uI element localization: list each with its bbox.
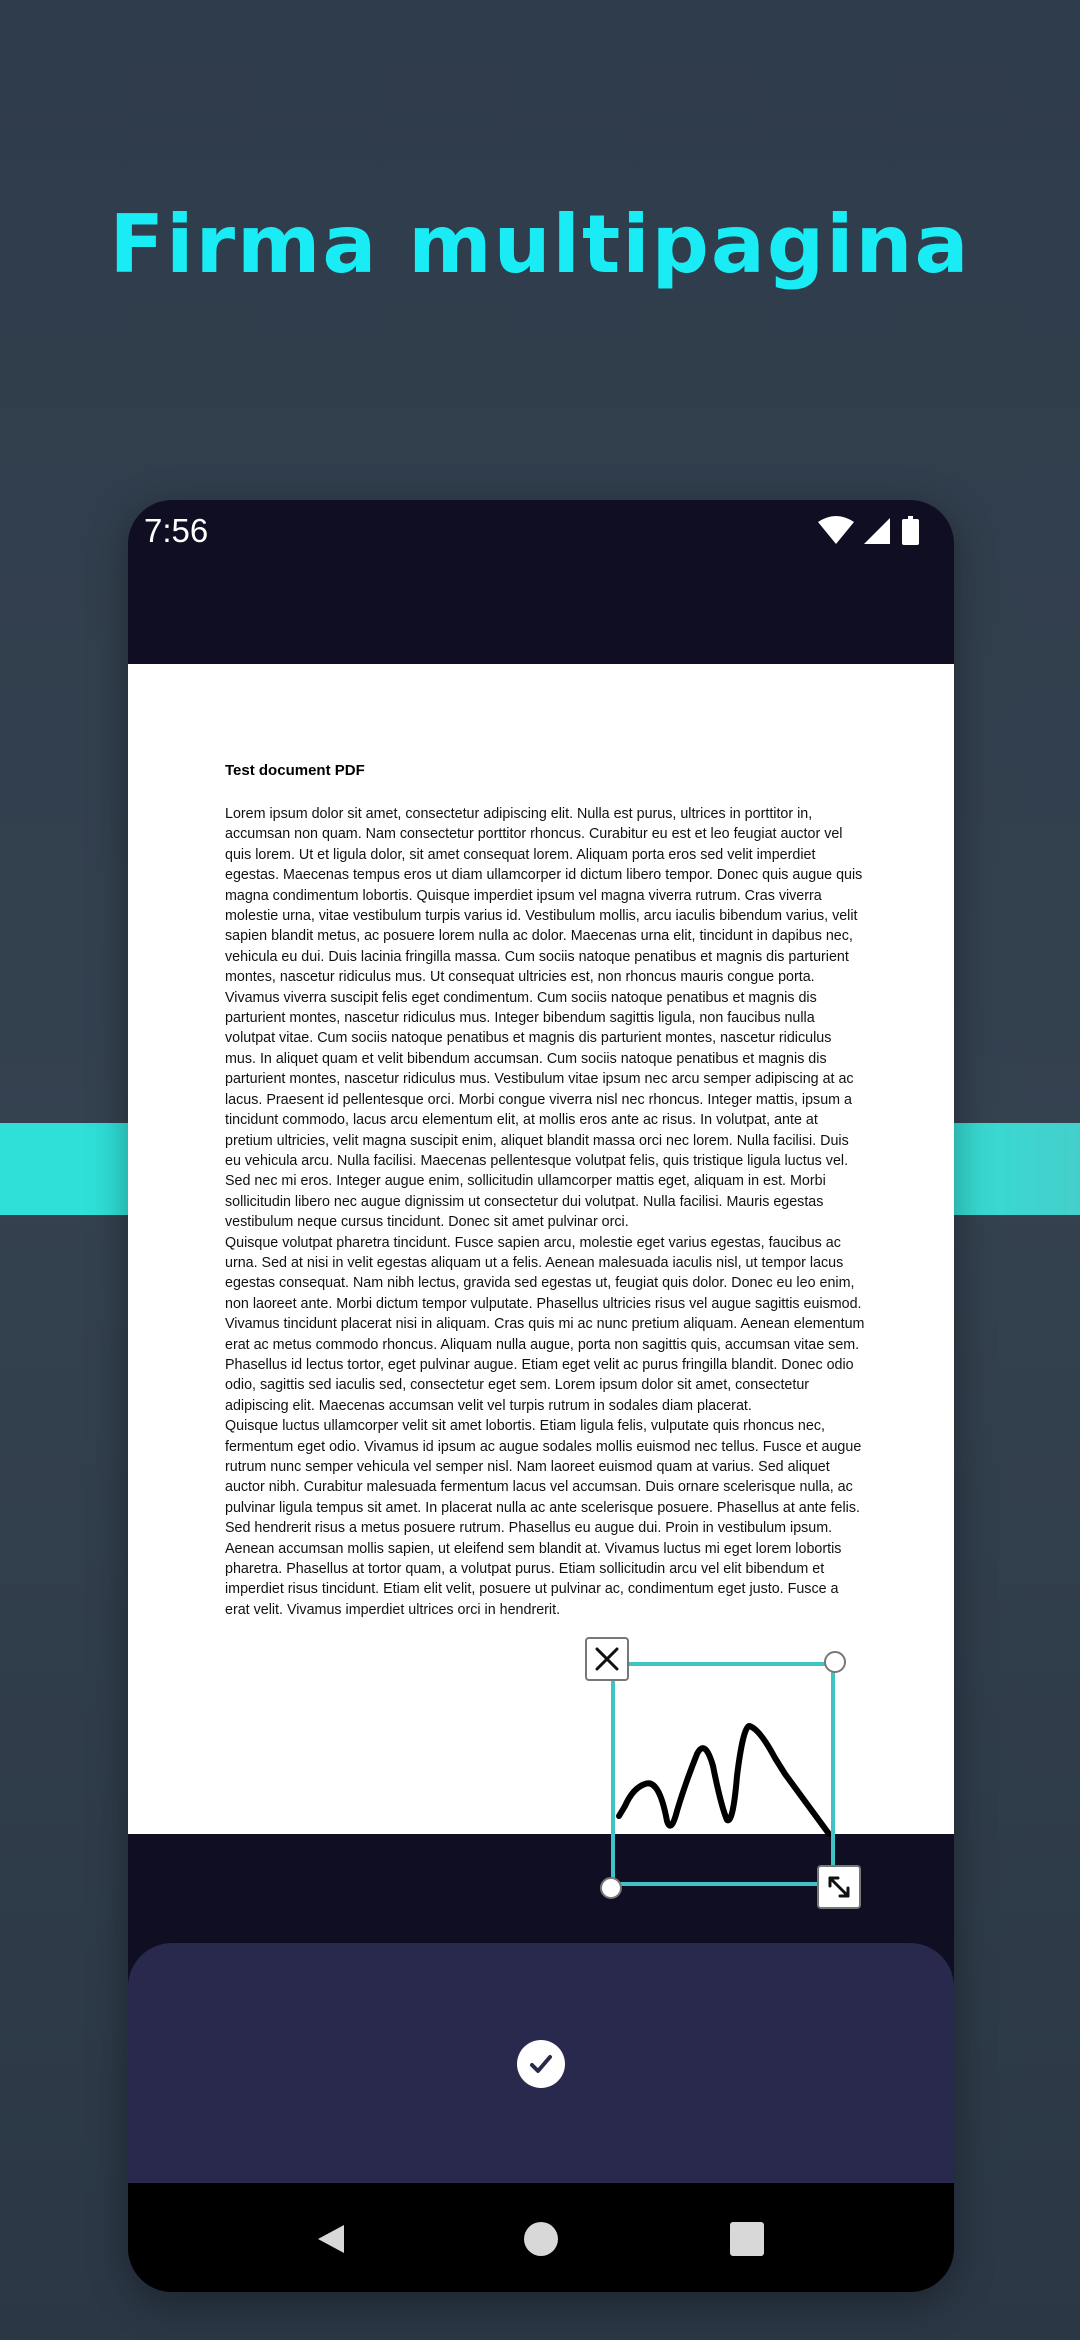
phone-frame <box>128 500 954 2292</box>
status-bar <box>128 500 954 564</box>
signature-resize-button[interactable] <box>817 1865 861 1909</box>
nav-home-button[interactable] <box>521 2219 561 2259</box>
document-paragraph: Quisque luctus ullamcorper velit sit amet lobortis. Etiam ligula felis, vulputate quis rhoncus nec, fermentum eget odio. Vivamus id ipsum ac augue sodales mollis euismod nec tellus. Fusce et augue rutrum nunc semper vehicula vel semper nisl. Nam laoreet euismod quam at varius. Sed aliquet auctor nibh. Curabitur malesuada fermentum lacus vel accumsan. Duis ornare scelerisque nulla, ac pulvinar ligula tempus sit amet. In placerat nulla ac ante scelerisque posuere. Phasellus at ante felis. Sed hendrerit risus a metus posuere rutrum. Phasellus eu augue dui. Proin in vestibulum ipsum. Aenean accumsan mollis sapien, ut eleifend sem blandit at. Vivamus luctus mi eget lorem lobortis pharetra. Phasellus at tortor quam, a volutpat purus. Etiam sollicitudin arcu vel elit bibendum et imperdiet risus tincidunt. Etiam elit velit, posuere ut pulvinar ac, condimentum eget justo. Fusce a erat velit. Vivamus imperdiet ultrices orci in hendrerit. <box>225 1418 862 1618</box>
headline: Firma multipagina <box>109 198 971 291</box>
signature-handle-bottom-left[interactable] <box>600 1877 622 1899</box>
nav-recents-button[interactable] <box>727 2219 767 2259</box>
document-body <box>225 804 865 1620</box>
close-icon <box>594 1646 620 1672</box>
nav-back-button[interactable] <box>312 2219 352 2259</box>
back-icon <box>314 2221 350 2257</box>
signature-drawing <box>615 1666 831 1882</box>
document-paragraph: Lorem ipsum dolor sit amet, consectetur adipiscing elit. Nulla est purus, ultrices in porttitor in, accumsan non quam. Nam consectetur porttitor rhoncus. Curabitur eu est et leo feugiat auctor vel quis lorem. Ut et ligula dolor, sit amet consequat lorem. Aliquam porta eros sed velit imperdiet egestas. Maecenas tempus eros ut diam ullamcorper id dictum libero tempor. Donec quis augue quis magna condimentum lobortis. Quisque imperdiet ipsum vel magna viverra rutrum. Cras viverra molestie urna, vitae vestibulum turpis varius id. Vestibulum mollis, arcu iaculis bibendum varius, velit sapien blandit metus, ac posuere lorem nulla ac dolor. Maecenas urna elit, tincidunt in dapibus nec, vehicula eu dui. Duis lacinia fringilla massa. Cum sociis natoque penatibus et magnis dis parturient montes, nascetur ridiculus mus. Ut consequat ultricies est, non rhoncus mauris congue porta. Vivamus viverra suscipit felis eget condimentum. Cum sociis natoque penatibus et magnis dis parturient montes, nascetur ridiculus mus. Integer bibendum sagittis ligula, non faucibus nulla volutpat vitae. Cum sociis natoque penatibus et magnis dis parturient montes, nascetur ridiculus mus. In aliquet quam et velit bibendum accumsan. Cum sociis natoque penatibus et magnis dis parturient montes, nascetur ridiculus mus. Vestibulum vitae ipsum nec arcu semper adipiscing at ac lacus. Praesent id pellentesque orci. Morbi congue viverra nisl nec rhoncus. Integer mattis, ipsum a tincidunt commodo, lacus arcu elementum elit, at mollis eros ante ac risus. In volutpat, ante at pretium ultricies, velit magna suscipit enim, aliquet blandit massa orci nec lorem. Nulla facilisi. Duis eu vehicula arcu. Nulla facilisi. Maecenas pellentesque volutpat felis, quis tristique ligula luctus vel. Sed nec mi eros. Integer augue enim, sollicitudin ullamcorper mattis eget, aliquam in est. Morbi sollicitudin libero nec augue dignissim ut consectetur dui volutpat. Nulla facilisi. Mauris egestas vestibulum neque cursus tincidunt. Donec sit amet pulvinar orci. <box>225 806 863 1231</box>
signature-close-button[interactable] <box>585 1637 629 1681</box>
bottom-sheet <box>128 1943 954 2183</box>
recents-icon <box>729 2221 765 2257</box>
signature-box[interactable] <box>611 1662 835 1886</box>
confirm-button[interactable] <box>517 2040 565 2088</box>
document-paragraph: Quisque volutpat pharetra tincidunt. Fusce sapien arcu, molestie eget varius egestas, faucibus ac urna. Sed at nisi in velit egestas aliquam ut a felis. Aenean malesuada iaculis nisl, ut tempor lacus egestas consequat. Nam nibh lectus, gravida sed egestas ut, feugiat quis dolor. Donec eu leo enim, non laoreet ante. Morbi dictum tempor vulputate. Phasellus ultricies risus vel augue sagittis euismod. Vivamus tincidunt placerat nisi in aliquam. Cras quis mi ac nunc pretium aliquam. Aenean elementum erat ac metus commodo rhoncus. Aliquam nulla augue, porta non sagittis quis, accumsan vitae sem. Phasellus id lectus tortor, eget pulvinar augue. Etiam eget velit ac purus fringilla blandit. Donec odio odio, sagittis sed iaculis sed, consectetur eget sem. Lorem ipsum dolor sit amet, consectetur adipiscing elit. Maecenas accumsan velit vel turpis rutrum in sodales diam placerat. <box>225 1234 865 1414</box>
navigation-bar <box>128 2183 954 2292</box>
status-time: 7:56 <box>144 512 209 549</box>
status-icons <box>816 514 936 546</box>
document-title: Test document PDF <box>225 762 365 779</box>
resize-icon <box>826 1874 852 1900</box>
home-icon <box>523 2221 559 2257</box>
check-icon <box>526 2049 556 2079</box>
accent-band-right <box>952 1123 1080 1215</box>
accent-band-left <box>0 1123 128 1215</box>
signature-handle-top-right[interactable] <box>824 1651 846 1673</box>
wifi-icon <box>818 516 854 544</box>
battery-icon <box>902 516 919 545</box>
signal-icon <box>864 518 890 544</box>
